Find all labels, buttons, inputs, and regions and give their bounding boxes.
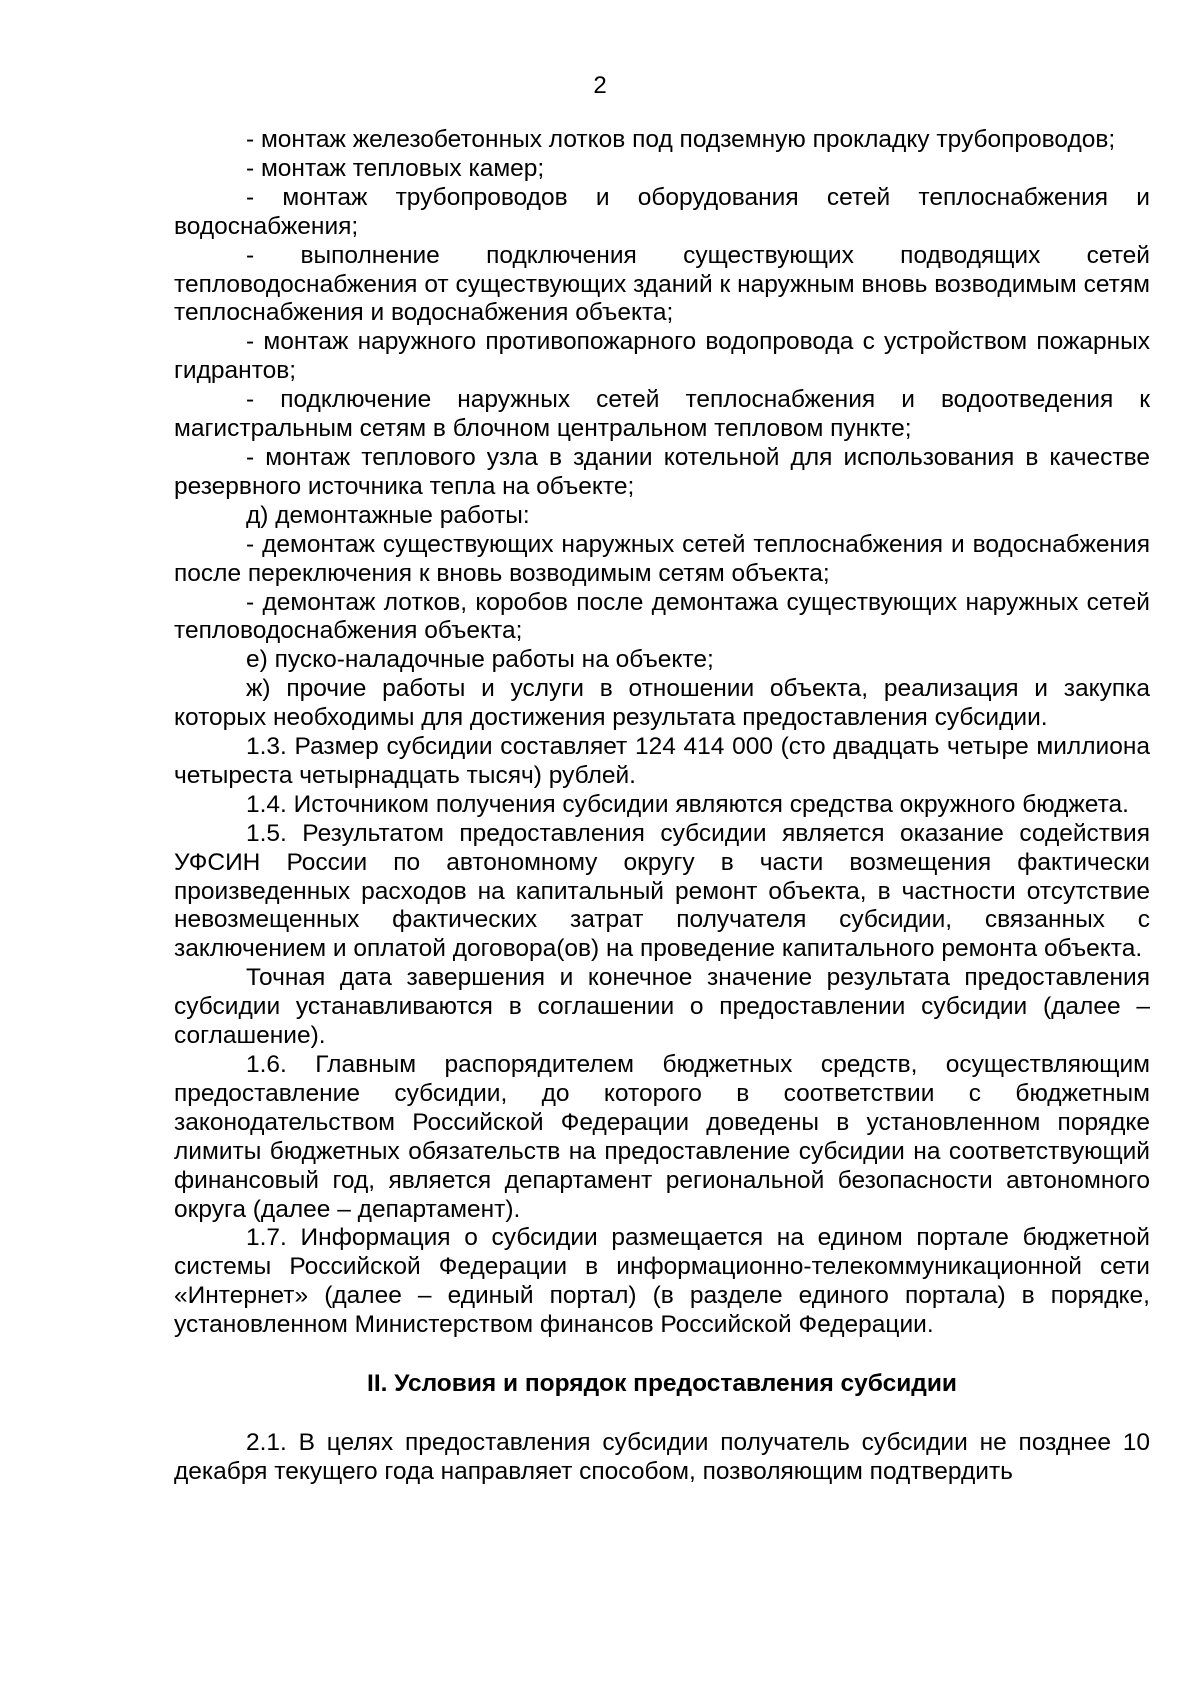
- paragraph: - монтаж тепловых камер;: [246, 154, 545, 182]
- document-body: [174, 126, 1150, 1487]
- paragraph: Точная дата завершения и конечное значение результата предоставления субсидии устанавливаются в соглашении о предоставлении субсидии (далее – соглашение).: [174, 964, 1150, 1050]
- paragraph: - монтаж трубопроводов и оборудования сетей теплоснабжения и водоснабжения;: [174, 183, 1150, 240]
- paragraph: - демонтаж существующих наружных сетей теплоснабжения и водоснабжения после переключения к вновь возводимым сетям объекта;: [174, 530, 1150, 587]
- paragraph: 1.4. Источником получения субсидии являются средства окружного бюджета.: [246, 790, 1129, 818]
- paragraph: - монтаж железобетонных лотков под подземную прокладку трубопроводов;: [246, 126, 1116, 153]
- paragraph: ж) прочие работы и услуги в отношении объекта, реализация и закупка которых необходимы для достижения результата предоставления субсидии.: [174, 675, 1150, 732]
- paragraph: - монтаж теплового узла в здании котельной для использования в качестве резервного источника тепла на объекте;: [174, 443, 1150, 500]
- page-number: 2: [593, 72, 607, 99]
- paragraph: 1.6. Главным распорядителем бюджетных средств, осуществляющим предоставление субсидии, до которого в соответствии с бюджетным законодательством Российской Федерации доведены в установленном порядке лимиты бюджетных обязательств на предоставление субсидии на соответствующий финансовый год, является департамент региональной безопасности автономного округа (далее – департамент).: [174, 1051, 1150, 1223]
- paragraph: - выполнение подключения существующих подводящих сетей тепловодоснабжения от существующих зданий к наружным вновь возводимым сетям теплоснабжения и водоснабжения объекта;: [174, 241, 1150, 327]
- paragraph: 1.5. Результатом предоставления субсидии является оказание содействия УФСИН России по автономному округу в части возмещения фактически произведенных расходов на капитальный ремонт объекта, в частности отсутствие невозмещенных фактических затрат получателя субсидии, связанных с заключением и оплатой договора(ов) на проведение капитального ремонта объекта.: [174, 819, 1150, 963]
- paragraph: 1.3. Размер субсидии составляет 124 414 000 (сто двадцать четыре миллиона четыреста четырнадцать тысяч) рублей.: [174, 733, 1150, 789]
- paragraph: е) пуско-наладочные работы на объекте;: [246, 646, 714, 674]
- paragraph: 2.1. В целях предоставления субсидии получатель субсидии не позднее 10 декабря текущего года направляет способом, позволяющим подтвердить: [174, 1428, 1150, 1485]
- paragraph: д) демонтажные работы:: [246, 501, 530, 529]
- paragraph: - монтаж наружного противопожарного водопровода с устройством пожарных гидрантов;: [174, 328, 1150, 385]
- paragraph: - демонтаж лотков, коробов после демонтажа существующих наружных сетей тепловодоснабжения объекта;: [174, 588, 1150, 645]
- section-heading: II. Условия и порядок предоставления субсидии: [367, 1370, 957, 1398]
- paragraph: - подключение наружных сетей теплоснабжения и водоотведения к магистральным сетям в блочном центральном тепловом пункте;: [174, 386, 1150, 443]
- paragraph: 1.7. Информация о субсидии размещается на едином портале бюджетной системы Российской Федерации в информационно-телекоммуникационной сети «Интернет» (далее – единый портал) (в разделе единого портала) в порядке, установленном Министерством финансов Российской Федерации.: [174, 1224, 1150, 1339]
